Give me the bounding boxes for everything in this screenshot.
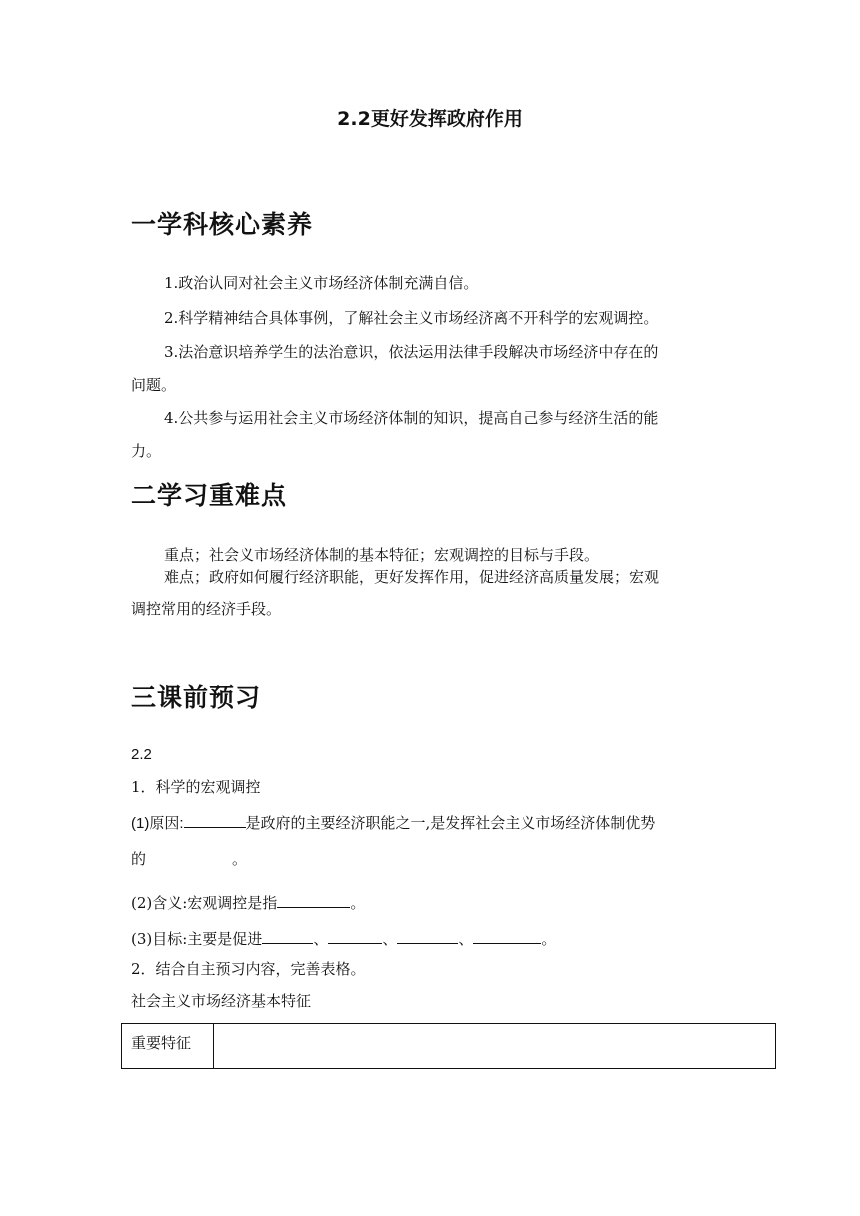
table-value-cell[interactable] xyxy=(214,1024,776,1069)
q1-1-text: 是政府的主要经济职能之一,是发挥社会主义市场经济体制优势 xyxy=(245,814,656,832)
table-caption: 社会主义市场经济基本特征 xyxy=(131,992,312,1010)
section-heading-preview: 三课前预习 xyxy=(131,683,262,712)
section-heading-core-literacy: 一学科核心素养 xyxy=(131,210,314,239)
q1-3-sep-1: 、 xyxy=(313,930,329,948)
question-1-2 xyxy=(131,891,365,913)
blank-meaning[interactable] xyxy=(277,891,350,908)
difficult-point-text: 难点；政府如何履行经济职能，更好发挥作用，促进经济高质量发展；宏观 xyxy=(164,568,660,586)
q1-2-prefix: (2)含义:宏观调控是指 xyxy=(131,894,278,912)
document-title: 2.2更好发挥政府作用 xyxy=(337,108,523,130)
table-row xyxy=(122,1024,776,1069)
q1-3-end: 。 xyxy=(541,930,557,948)
key-point-text: 重点；社会义市场经济体制的基本特征；宏观调控的目标与手段。 xyxy=(164,546,600,564)
q1-1-cont-prefix: 的 xyxy=(131,850,147,868)
table-key-cell: 重要特征 xyxy=(122,1024,214,1069)
literacy-item-4-cont: 力。 xyxy=(131,442,162,460)
blank-goal-3[interactable] xyxy=(397,927,458,944)
q1-3-sep-2: 、 xyxy=(382,930,398,948)
features-table xyxy=(121,1023,776,1069)
q1-3-prefix: (3)目标:主要是促进 xyxy=(131,930,263,948)
lesson-label: 2.2 xyxy=(131,746,152,763)
question-2: 2．结合自主预习内容，完善表格。 xyxy=(131,960,366,978)
section-heading-key-points: 二学习重难点 xyxy=(131,481,288,510)
literacy-item-3: 3.法治意识培养学生的法治意识，依法运用法律手段解决市场经济中存在的 xyxy=(164,343,659,361)
q1-1-cont-end: 。 xyxy=(232,850,248,868)
question-1-1 xyxy=(131,811,655,834)
question-1: 1．科学的宏观调控 xyxy=(131,778,261,796)
q1-3-sep-3: 、 xyxy=(458,930,474,948)
blank-goal-1[interactable] xyxy=(262,927,313,944)
literacy-item-1: 1.政治认同对社会主义市场经济体制充满自信。 xyxy=(164,274,479,292)
blank-goal-2[interactable] xyxy=(328,927,382,944)
q1-1-prefix: (1)原因: xyxy=(131,815,184,832)
question-1-3 xyxy=(131,927,556,949)
q1-2-end: 。 xyxy=(350,894,366,912)
literacy-item-3-cont: 问题。 xyxy=(131,376,177,394)
difficult-point-text-cont: 调控常用的经济手段。 xyxy=(131,600,282,618)
question-1-1-cont xyxy=(131,849,247,869)
blank-reason[interactable] xyxy=(184,811,246,828)
literacy-item-2: 2.科学精神结合具体事例，了解社会主义市场经济离不开科学的宏观调控。 xyxy=(164,309,659,327)
blank-goal-4[interactable] xyxy=(473,927,541,944)
literacy-item-4: 4.公共参与运用社会主义市场经济体制的知识，提高自己参与经济生活的能 xyxy=(164,409,659,427)
